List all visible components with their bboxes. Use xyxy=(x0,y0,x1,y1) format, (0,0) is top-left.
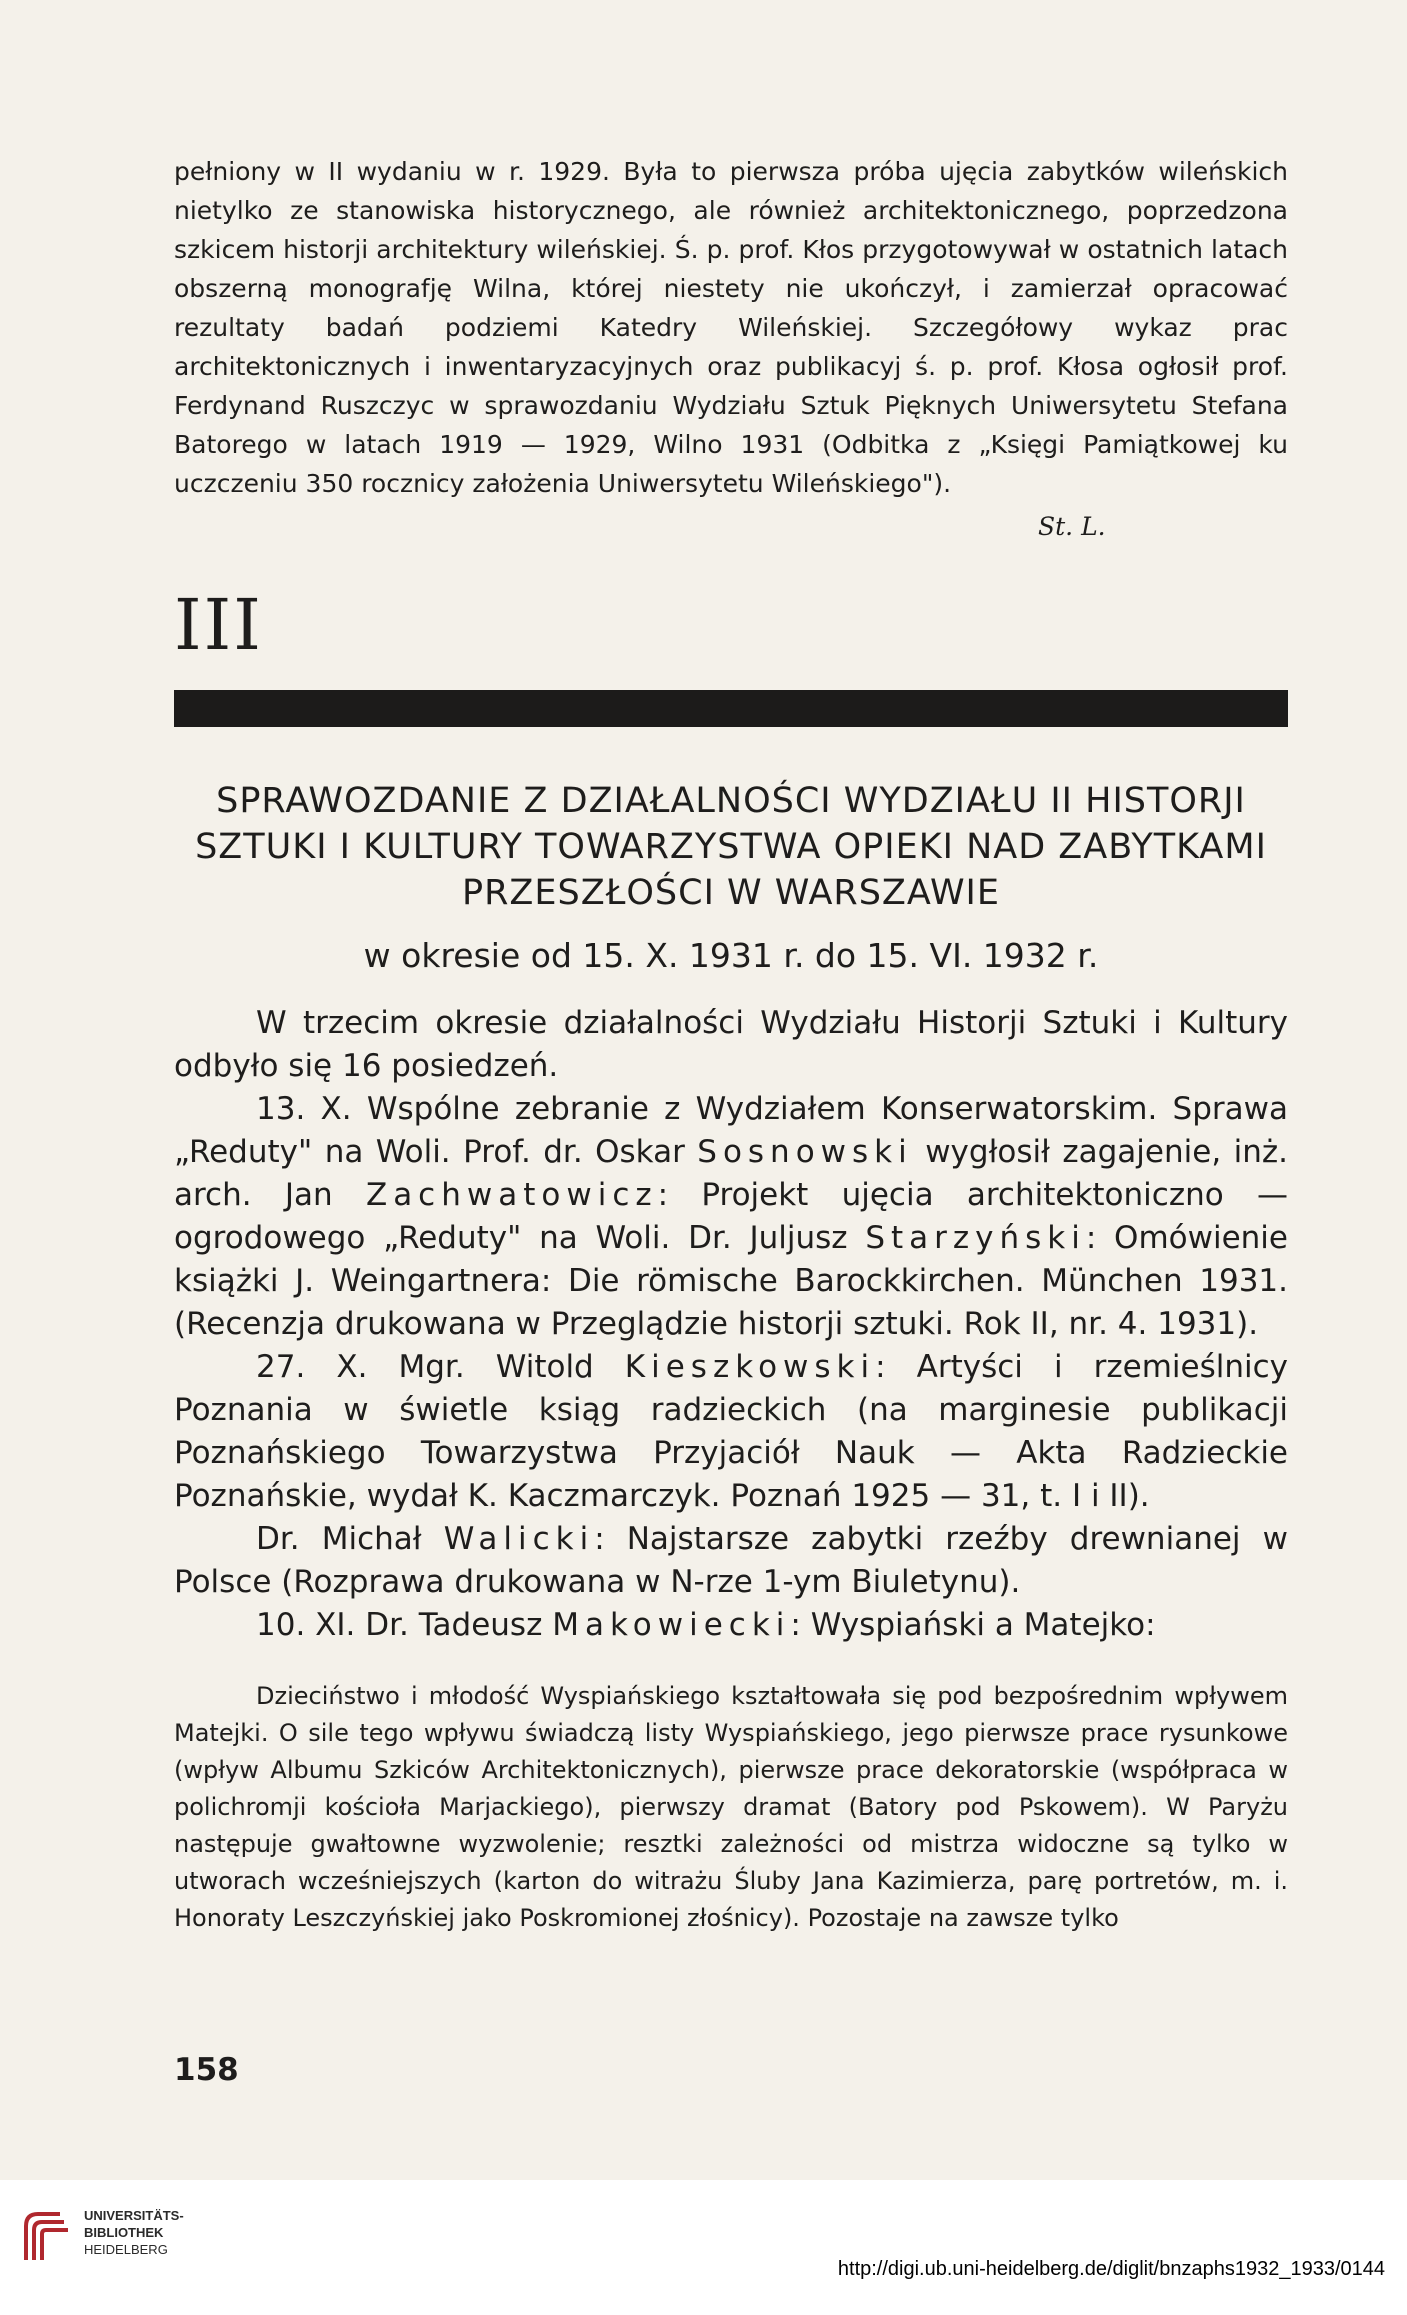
text-run: : Projekt ujęcia architektoniczno — ogrodowego „Reduty" na Woli. Dr. Juljusz xyxy=(174,1177,1288,1256)
speaker-name: Sosnowski xyxy=(697,1134,913,1170)
text-run: : Wyspiański a Matejko: xyxy=(790,1607,1156,1643)
report-period: w okresie od 15. X. 1931 r. do 15. VI. 1932 r. xyxy=(363,936,1099,975)
paragraph-meeting-10-xi xyxy=(174,1604,1288,1647)
paragraph-meeting-27-x xyxy=(174,1346,1288,1518)
library-name-line-3: HEIDELBERG xyxy=(84,2242,168,2257)
author-signature: St. L. xyxy=(1038,512,1106,541)
paragraph-meeting-13-x xyxy=(174,1088,1288,1346)
text-run: : Najstarsze zabytki rzeźby drewnianej w Polsce (Rozprawa drukowana w N-rze 1-ym Biuletynu). xyxy=(174,1521,1288,1600)
text-run: 27. X. Mgr. Witold xyxy=(256,1349,625,1385)
heading-line-3: PRZESZŁOŚCI W WARSZAWIE xyxy=(462,873,1000,913)
section-divider-bar xyxy=(174,690,1288,727)
library-name-line-1: UNIVERSITÄTS- xyxy=(84,2208,184,2223)
heading-line-1: SPRAWOZDANIE Z DZIAŁALNOŚCI WYDZIAŁU II HISTORJI xyxy=(216,781,1246,821)
page-number: 158 xyxy=(174,2052,239,2088)
heading-line-2: SZTUKI I KULTURY TOWARZYSTWA OPIEKI NAD ZABYTKAMI xyxy=(195,827,1267,867)
speaker-name: Zachwatowicz xyxy=(365,1177,658,1213)
lecture-abstract xyxy=(174,1678,1288,1937)
footer-bar xyxy=(0,2180,1407,2315)
section-number: III xyxy=(174,584,263,666)
section-heading xyxy=(174,778,1288,916)
abstract-paragraph: Dzieciństwo i młodość Wyspiańskiego kształtowała się pod bezpośrednim wpływem Matejki. O sile tego wpływu świadczą listy Wyspiańskiego, jego pierwsze prace rysunkowe (wpływ Albumu Szkiców Architektonicznych), pierwsze prace dekoratorskie (współpraca w polichromji kościoła Marjackiego), pierwszy dramat (Batory pod Pskowem). W Paryżu następuje gwałtowne wyzwolenie; resztki zależności od mistrza widoczne są tylko w utworach wcześniejszych (karton do witrażu Śluby Jana Kazimierza, parę portretów, m. i. Honoraty Leszczyńskiej jako Poskromionej złośnicy). Pozostaje na zawsze tylko xyxy=(174,1682,1288,1932)
speaker-name: Kieszkowski xyxy=(624,1349,876,1385)
text-run: : Artyści i rzemieślnicy Poznania w świetle ksiąg radzieckich (na marginesie publikacji Poznańskiego Towarzystwa Przyjaciół Nauk — Akta Radzieckie Poznańskie, wydał K. Kaczmarczyk. Poznań 1925 — 31, t. I i II). xyxy=(174,1349,1288,1514)
source-url-link[interactable]: http://digi.ub.uni-heidelberg.de/diglit/bnzaphs1932_1933/0144 xyxy=(837,2258,1385,2280)
text-run: 10. XI. Dr. Tadeusz xyxy=(256,1607,553,1643)
library-name-line-2: BIBLIOTHEK xyxy=(84,2225,164,2240)
library-logo-icon xyxy=(20,2206,78,2266)
paragraph-walicki xyxy=(174,1518,1288,1604)
library-name xyxy=(84,2207,184,2258)
text-run: : Omówienie książki J. Weingartnera: Die römische Barockkirchen. München 1931. (Recenzja drukowana w Przeglądzie historji sztuki. Rok II, nr. 4. 1931). xyxy=(174,1220,1288,1342)
report-body xyxy=(174,1002,1288,1647)
speaker-name: Starzyński xyxy=(865,1220,1086,1256)
text-run: wygłosił zagajenie, inż. arch. Jan xyxy=(174,1134,1288,1213)
speaker-name: Makowiecki xyxy=(552,1607,791,1643)
text-run: 13. X. Wspólne zebranie z Wydziałem Konserwatorskim. Sprawa „Reduty" na Woli. Prof. dr. Oskar xyxy=(174,1091,1288,1170)
text-run: Dr. Michał xyxy=(256,1521,444,1557)
paragraph-overview: W trzecim okresie działalności Wydziału Historji Sztuki i Kultury odbyło się 16 posiedzeń. xyxy=(174,1005,1288,1084)
speaker-name: Walicki xyxy=(443,1521,595,1557)
intro-paragraph: pełniony w II wydaniu w r. 1929. Była to pierwsza próba ujęcia zabytków wileńskich nietylko ze stanowiska historycznego, ale również architektonicznego, poprzedzona szkicem historji architektury wileńskiej. Ś. p. prof. Kłos przygotowywał w ostatnich latach obszerną monografję Wilna, której niestety nie ukończył, i zamierzał opracować rezultaty badań podziemi Katedry Wileńskiej. Szczegółowy wykaz prac architektonicznych i inwentaryzacyjnych oraz publikacyj ś. p. prof. Kłosa ogłosił prof. Ferdynand Ruszczyc w sprawozdaniu Wydziału Sztuk Pięknych Uniwersytetu Stefana Batorego w latach 1919 — 1929, Wilno 1931 (Odbitka z „Księgi Pamiątkowej ku uczczeniu 350 rocznicy założenia Uniwersytetu Wileńskiego"). xyxy=(174,157,1288,498)
intro-text-block xyxy=(174,152,1288,503)
